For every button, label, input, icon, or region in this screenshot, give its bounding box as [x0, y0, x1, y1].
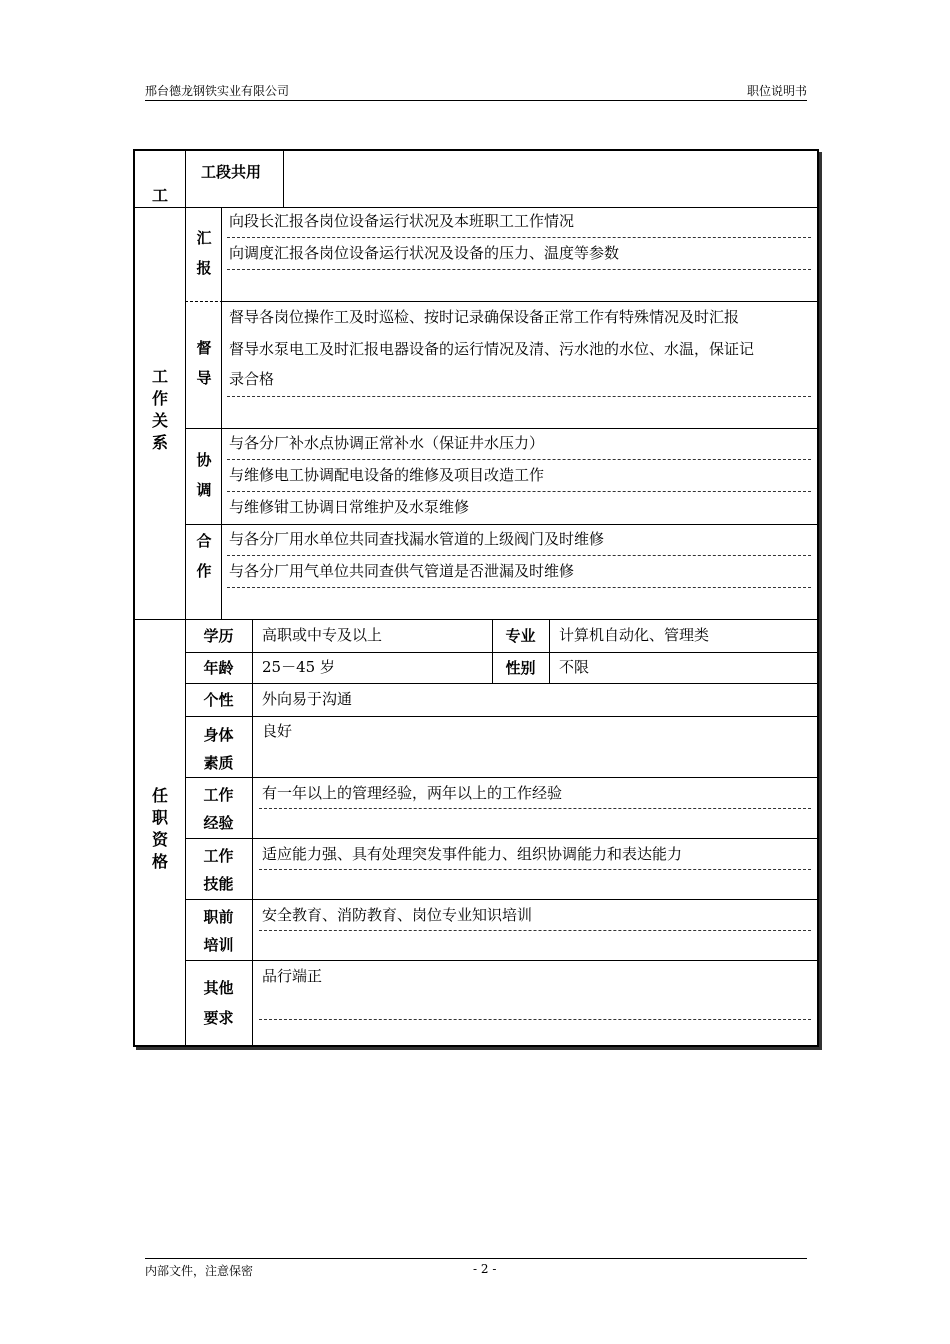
coordinate-line-3: 与维修钳工协调日常维护及水泵维修 — [229, 498, 470, 516]
page-header — [145, 82, 807, 101]
major-value: 计算机自动化、管理类 — [559, 626, 710, 644]
section-label-shared: 工段共用 — [201, 163, 262, 181]
personality-value: 外向易于沟通 — [262, 690, 353, 708]
age-label: 年龄 — [203, 659, 234, 677]
education-label: 学历 — [203, 627, 234, 645]
section-label-relations: 工作关系 — [151, 367, 168, 452]
age-value: 25－45 岁 — [262, 658, 335, 676]
report-line-2: 向调度汇报各岗位设备运行状况及设备的压力、温度等参数 — [229, 244, 620, 262]
report-label: 汇报 — [196, 229, 212, 277]
cooperate-line-1: 与各分厂用水单位共同查找漏水管道的上级阀门及时维修 — [229, 530, 605, 548]
section-label-work: 工 — [151, 186, 168, 205]
health-value: 良好 — [262, 722, 293, 740]
supervise-line-1: 督导各岗位操作工及时巡检、按时记录确保设备正常工作有特殊情况及时汇报 — [229, 308, 740, 326]
report-line-1: 向段长汇报各岗位设备运行状况及本班职工工作情况 — [229, 212, 575, 230]
training-label: 职前 培训 — [203, 908, 234, 954]
supervise-label: 督导 — [196, 339, 212, 387]
company-name: 邢台德龙钢铁实业有限公司 — [145, 84, 290, 98]
cooperate-label: 合作 — [196, 532, 212, 580]
skills-value: 适应能力强、具有处理突发事件能力、组织协调能力和表达能力 — [262, 845, 683, 863]
coordinate-line-1: 与各分厂补水点协调正常补水（保证井水压力） — [229, 434, 545, 452]
coordinate-label: 协调 — [196, 451, 212, 499]
other-label: 其他 要求 — [203, 979, 234, 1027]
supervise-line-3: 录合格 — [229, 370, 275, 388]
page-number: - 2 - — [473, 1262, 497, 1276]
cooperate-line-2: 与各分厂用气单位共同查供气管道是否泄漏及时维修 — [229, 562, 575, 580]
experience-label: 工作 经验 — [203, 786, 234, 832]
other-value: 品行端正 — [262, 967, 323, 985]
footer-rule — [145, 1258, 807, 1259]
personality-label: 个性 — [203, 691, 234, 709]
training-value: 安全教育、消防教育、岗位专业知识培训 — [262, 906, 533, 924]
supervise-line-2: 督导水泵电工及时汇报电器设备的运行情况及清、污水池的水位、水温，保证记 — [229, 340, 755, 358]
major-label: 专业 — [505, 627, 536, 645]
gender-label: 性别 — [505, 659, 536, 677]
skills-label: 工作 技能 — [203, 847, 234, 893]
job-description-table — [133, 149, 819, 1047]
gender-value: 不限 — [559, 658, 590, 676]
education-value: 高职或中专及以上 — [262, 626, 383, 644]
document-type: 职位说明书 — [746, 84, 807, 98]
health-label: 身体 素质 — [203, 726, 234, 772]
section-label-qualifications: 任职资格 — [151, 786, 168, 871]
experience-value: 有一年以上的管理经验，两年以上的工作经验 — [262, 784, 563, 802]
coordinate-line-2: 与维修电工协调配电设备的维修及项目改造工作 — [229, 466, 545, 484]
footer-note: 内部文件，注意保密 — [145, 1264, 254, 1278]
